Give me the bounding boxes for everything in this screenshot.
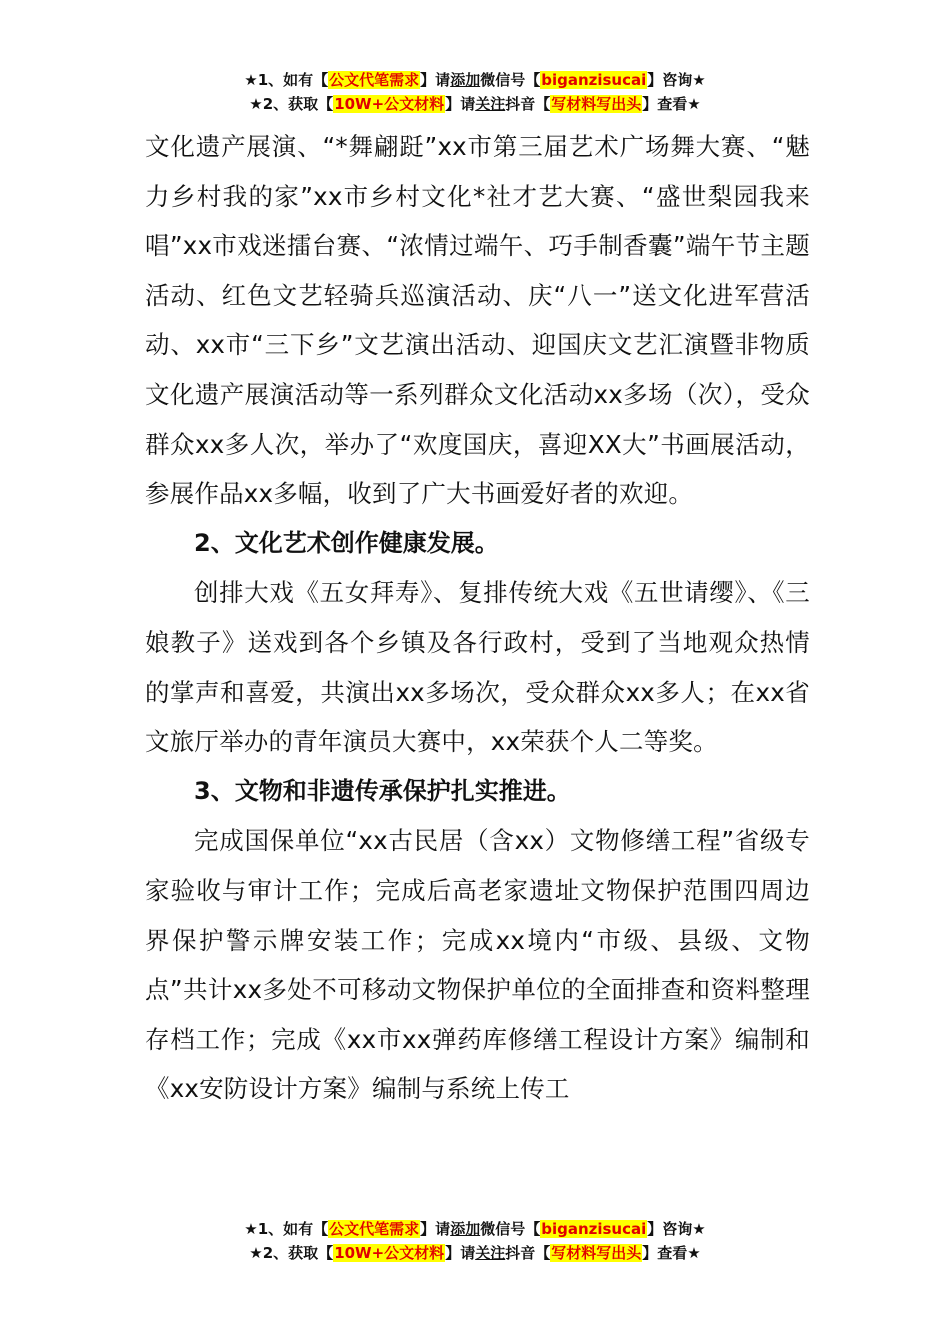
banner-text: ★2、获取【 [249, 95, 334, 113]
banner-text: 】查看★ [642, 95, 701, 113]
banner-highlight: 10W+公文材料 [334, 95, 445, 113]
paragraph-activities: 文化遗产展演、“*舞翩跹”xx市第三届艺术广场舞大赛、“魅力乡村我的家”xx市乡村文化*社才艺大赛、“盛世梨园我来唱”xx市戏迷擂台赛、“浓情过端午、巧手制香囊”端午节主题活动、红色文艺轻骑兵巡演活动、庆“八一”送文化进军营活动、xx市“三下乡”文艺演出活动、迎国庆文艺汇演暨非物质文化遗产展演活动等一系列群众文化活动xx多场（次），受众群众xx多人次，举办了“欢度国庆，喜迎XX大”书画展活动，参展作品xx多幅，收到了广大书画爱好者的欢迎。 [145, 132, 810, 509]
banner-text: 抖音【 [505, 1244, 551, 1262]
banner-text: 抖音【 [505, 95, 551, 113]
banner-line-2 [0, 92, 950, 116]
banner-text: 】请 [420, 1220, 451, 1238]
banner-highlight: 公文代笔需求 [329, 71, 420, 89]
banner-text: ★2、获取【 [249, 1244, 334, 1262]
banner-text: 】请 [445, 1244, 476, 1262]
banner-line-1 [0, 1217, 950, 1241]
header-banner [0, 68, 950, 116]
paragraph-art-creation: 创排大戏《五女拜寿》、复排传统大戏《五世请缨》、《三娘教子》送戏到各个乡镇及各行政村，受到了当地观众热情的掌声和喜爱，共演出xx多场次，受众群众xx多人；在xx省文旅厅举办的青年演员大赛中，xx荣获个人二等奖。 [145, 578, 810, 757]
footer-banner [0, 1217, 950, 1265]
banner-highlight: 公文代笔需求 [329, 1220, 420, 1238]
banner-underlined-text: 关注 [475, 95, 506, 113]
banner-underlined-text: 关注 [475, 1244, 506, 1262]
banner-text: 】咨询★ [647, 71, 706, 89]
banner-underlined-text: 添加 [450, 71, 481, 89]
paragraph-heritage: 完成国保单位“xx古民居（含xx）文物修缮工程”省级专家验收与审计工作；完成后高老家遗址文物保护范围四周边界保护警示牌安装工作；完成xx境内“市级、县级、文物点”共计xx多处不可移动文物保护单位的全面排查和资料整理存档工作；完成《xx市xx弹药库修缮工程设计方案》编制和《xx安防设计方案》编制与系统上传工 [145, 826, 810, 1104]
banner-highlight: 写材料写出头 [551, 1244, 642, 1262]
banner-text: 微信号【 [480, 71, 541, 89]
banner-text: ★1、如有【 [244, 71, 329, 89]
banner-text: 】请 [420, 71, 451, 89]
banner-line-2 [0, 1241, 950, 1265]
banner-highlight: biganzisucai [541, 1220, 647, 1238]
banner-line-1 [0, 68, 950, 92]
banner-underlined-text: 添加 [450, 1220, 481, 1238]
banner-text: 】请 [445, 95, 476, 113]
banner-highlight: 写材料写出头 [551, 95, 642, 113]
banner-text: 】查看★ [642, 1244, 701, 1262]
banner-text: 微信号【 [480, 1220, 541, 1238]
banner-highlight: 10W+公文材料 [334, 1244, 445, 1262]
banner-highlight: biganzisucai [541, 71, 647, 89]
banner-text: ★1、如有【 [244, 1220, 329, 1238]
section-heading-3: 3、文物和非遗传承保护扎实推进。 [194, 776, 571, 805]
banner-text: 】咨询★ [647, 1220, 706, 1238]
section-heading-2: 2、文化艺术创作健康发展。 [194, 528, 499, 557]
document-body [145, 122, 810, 1114]
